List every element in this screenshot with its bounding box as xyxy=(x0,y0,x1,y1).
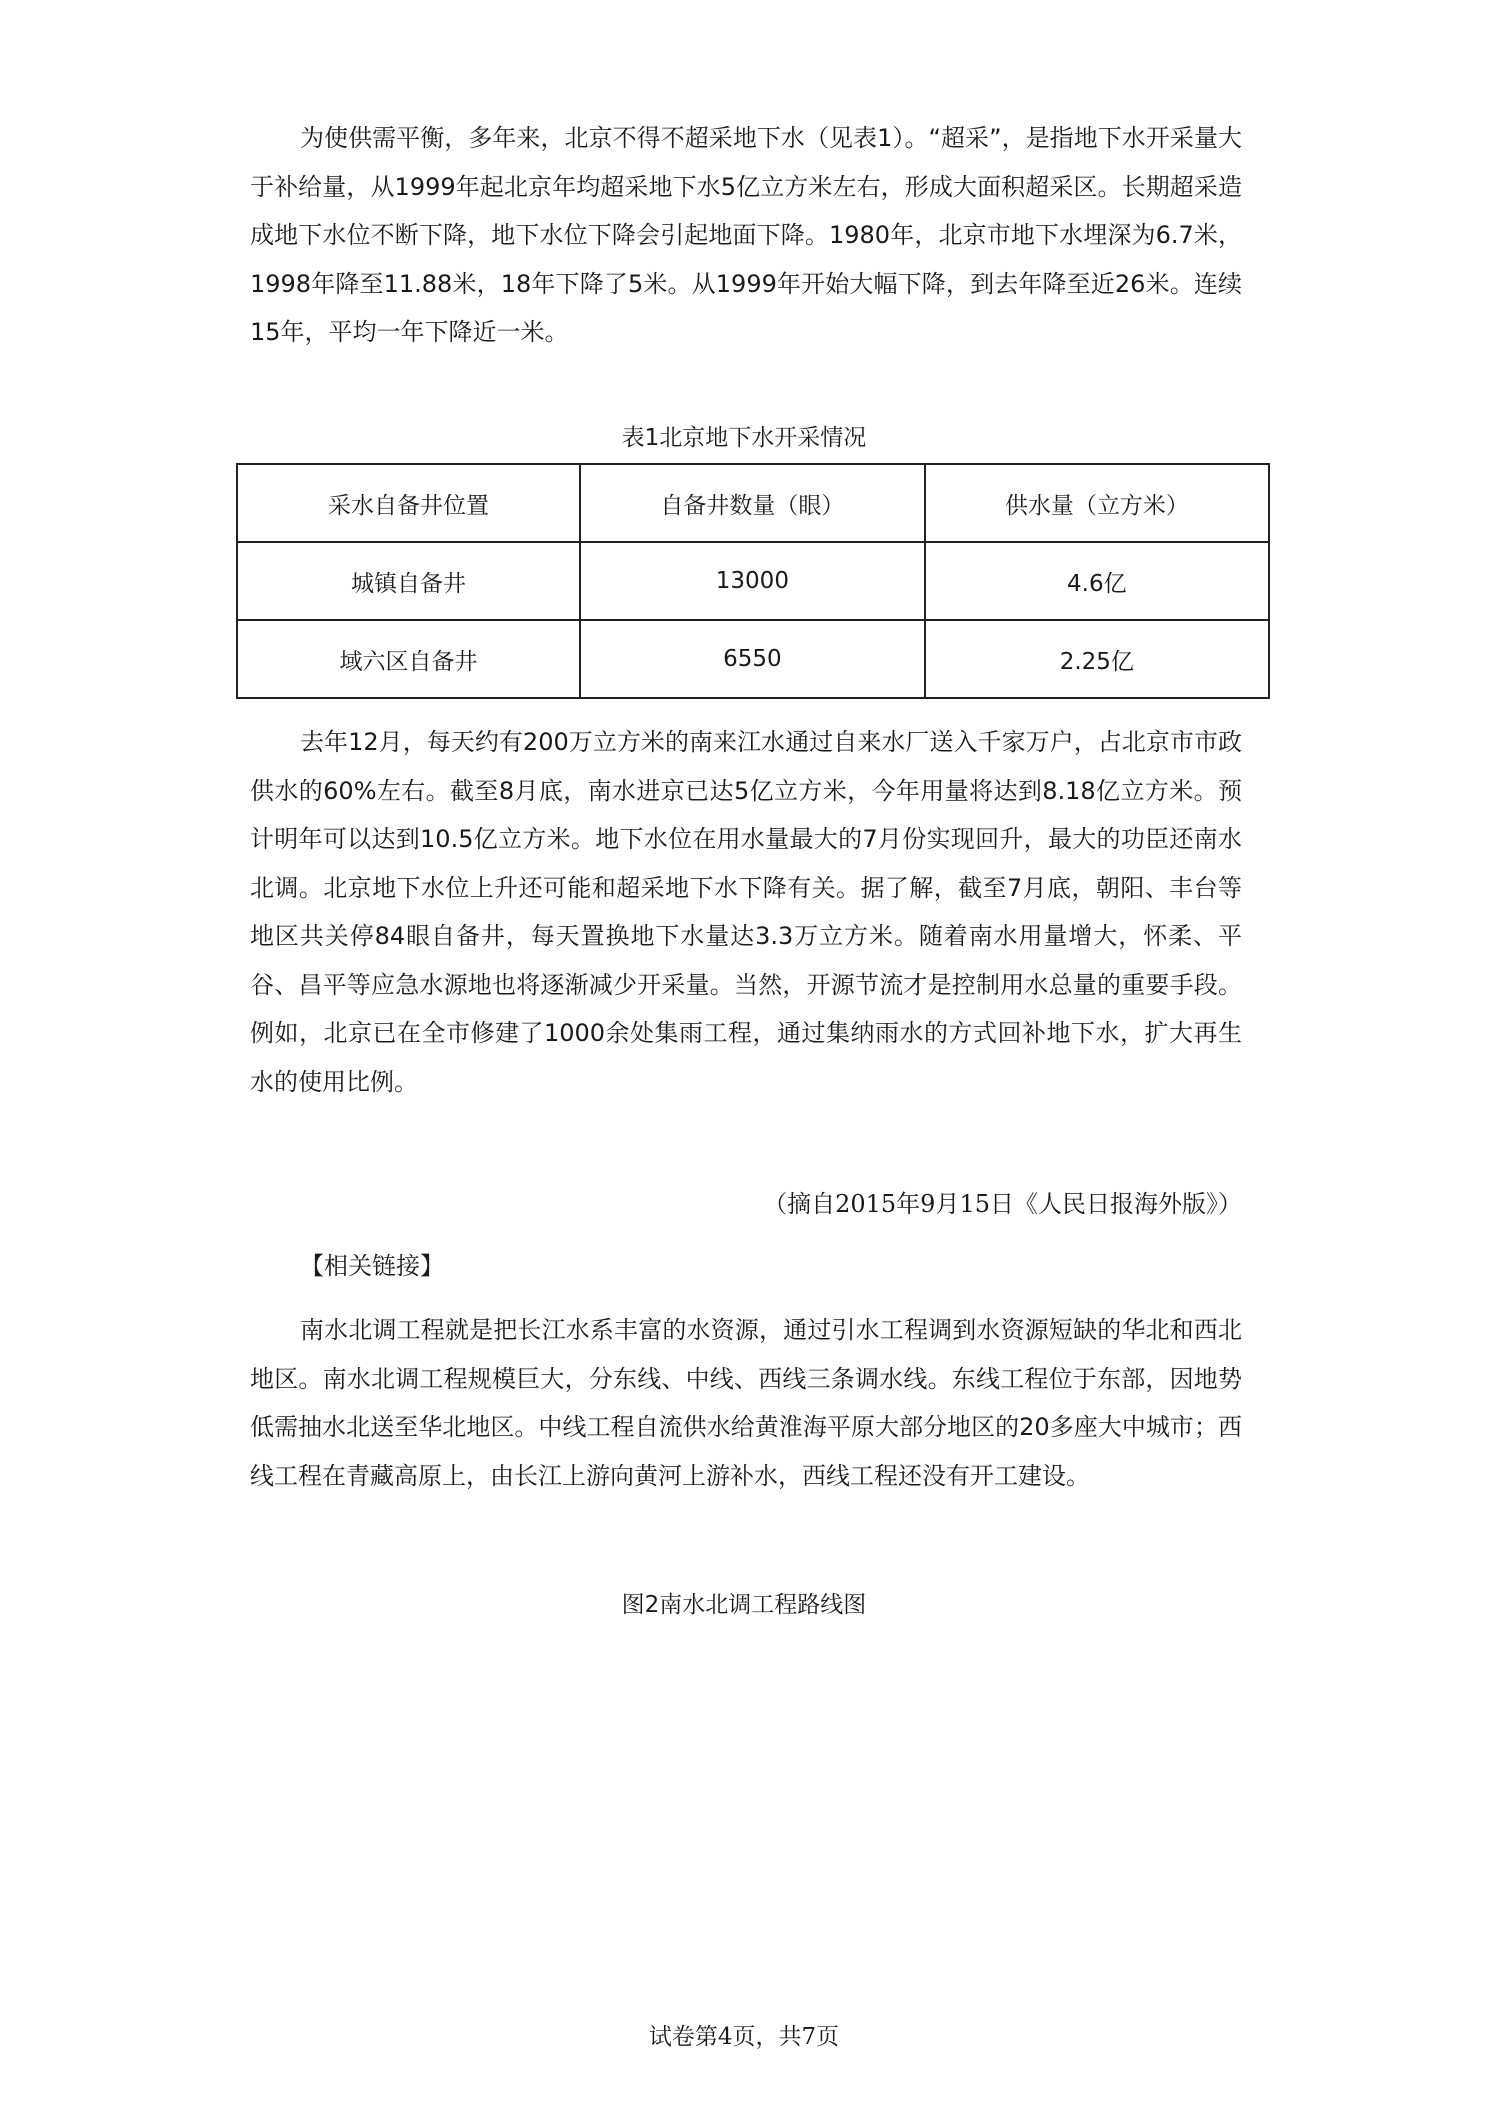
source-citation: （摘自2015年9月15日《人民日报海外版》） xyxy=(763,1190,1242,1218)
paragraph-south-north-project: 南水北调工程就是把长江水系丰富的水资源，通过引水工程调到水资源短缺的华北和西北地区。南水北调工程规模巨大，分东线、中线、西线三条调水线。东线工程位于东部，因地势低需抽水北送至华北地区。中线工程自流供水给黄淮海平原大部分地区的20多座大中城市；西线工程在青藏高原上，由长江上游向黄河上游补水，西线工程还没有开工建设。 xyxy=(250,1316,1242,1490)
figure-caption: 图2南水北调工程路线图 xyxy=(621,1592,867,1618)
related-links-label: 【相关链接】 xyxy=(300,1252,444,1280)
table-header-cell: 自备井数量（眼） xyxy=(580,464,925,542)
table-cell: 6550 xyxy=(580,620,925,698)
table-cell: 2.25亿 xyxy=(925,620,1269,698)
table-row xyxy=(237,542,1269,620)
paragraph-groundwater-overdraft: 为使供需平衡，多年来，北京不得不超采地下水（见表1）。“超采”，是指地下水开采量大于补给量，从1999年起北京年均超采地下水5亿立方米左右，形成大面积超采区。长期超采造成地下水位不断下降，地下水位下降会引起地面下降。1980年，北京市地下水埋深为6.7米，1998年降至11.88米，18年下降了5米。从1999年开始大幅下降，到去年降至近26米。连续15年，平均一年下降近一米。 xyxy=(250,124,1242,346)
table-header-row xyxy=(237,464,1269,542)
table-cell: 城镇自备井 xyxy=(237,542,580,620)
paragraph-south-water: 去年12月，每天约有200万立方米的南来江水通过自来水厂送入千家万户，占北京市市政供水的60%左右。截至8月底，南水进京已达5亿立方米，今年用量将达到8.18亿立方米。预计明年可以达到10.5亿立方米。地下水位在用水量最大的7月份实现回升，最大的功臣还南水北调。北京地下水位上升还可能和超采地下水下降有关。据了解，截至7月底，朝阳、丰台等地区共关停84眼自备井，每天置换地下水量达3.3万立方米。随着南水用量增大，怀柔、平谷、昌平等应急水源地也将逐渐减少开采量。当然，开源节流才是控制用水总量的重要手段。例如，北京已在全市修建了1000余处集雨工程，通过集纳雨水的方式回补地下水，扩大再生水的使用比例。 xyxy=(250,728,1242,1096)
groundwater-table xyxy=(236,463,1270,699)
page-footer: 试卷第4页，共7页 xyxy=(648,2024,840,2050)
table-cell: 13000 xyxy=(580,542,925,620)
table-cell: 4.6亿 xyxy=(925,542,1269,620)
table-row xyxy=(237,620,1269,698)
table-header-cell: 采水自备井位置 xyxy=(237,464,580,542)
table-caption: 表1北京地下水开采情况 xyxy=(621,425,867,451)
table-header-cell: 供水量（立方米） xyxy=(925,464,1269,542)
table-cell: 域六区自备井 xyxy=(237,620,580,698)
